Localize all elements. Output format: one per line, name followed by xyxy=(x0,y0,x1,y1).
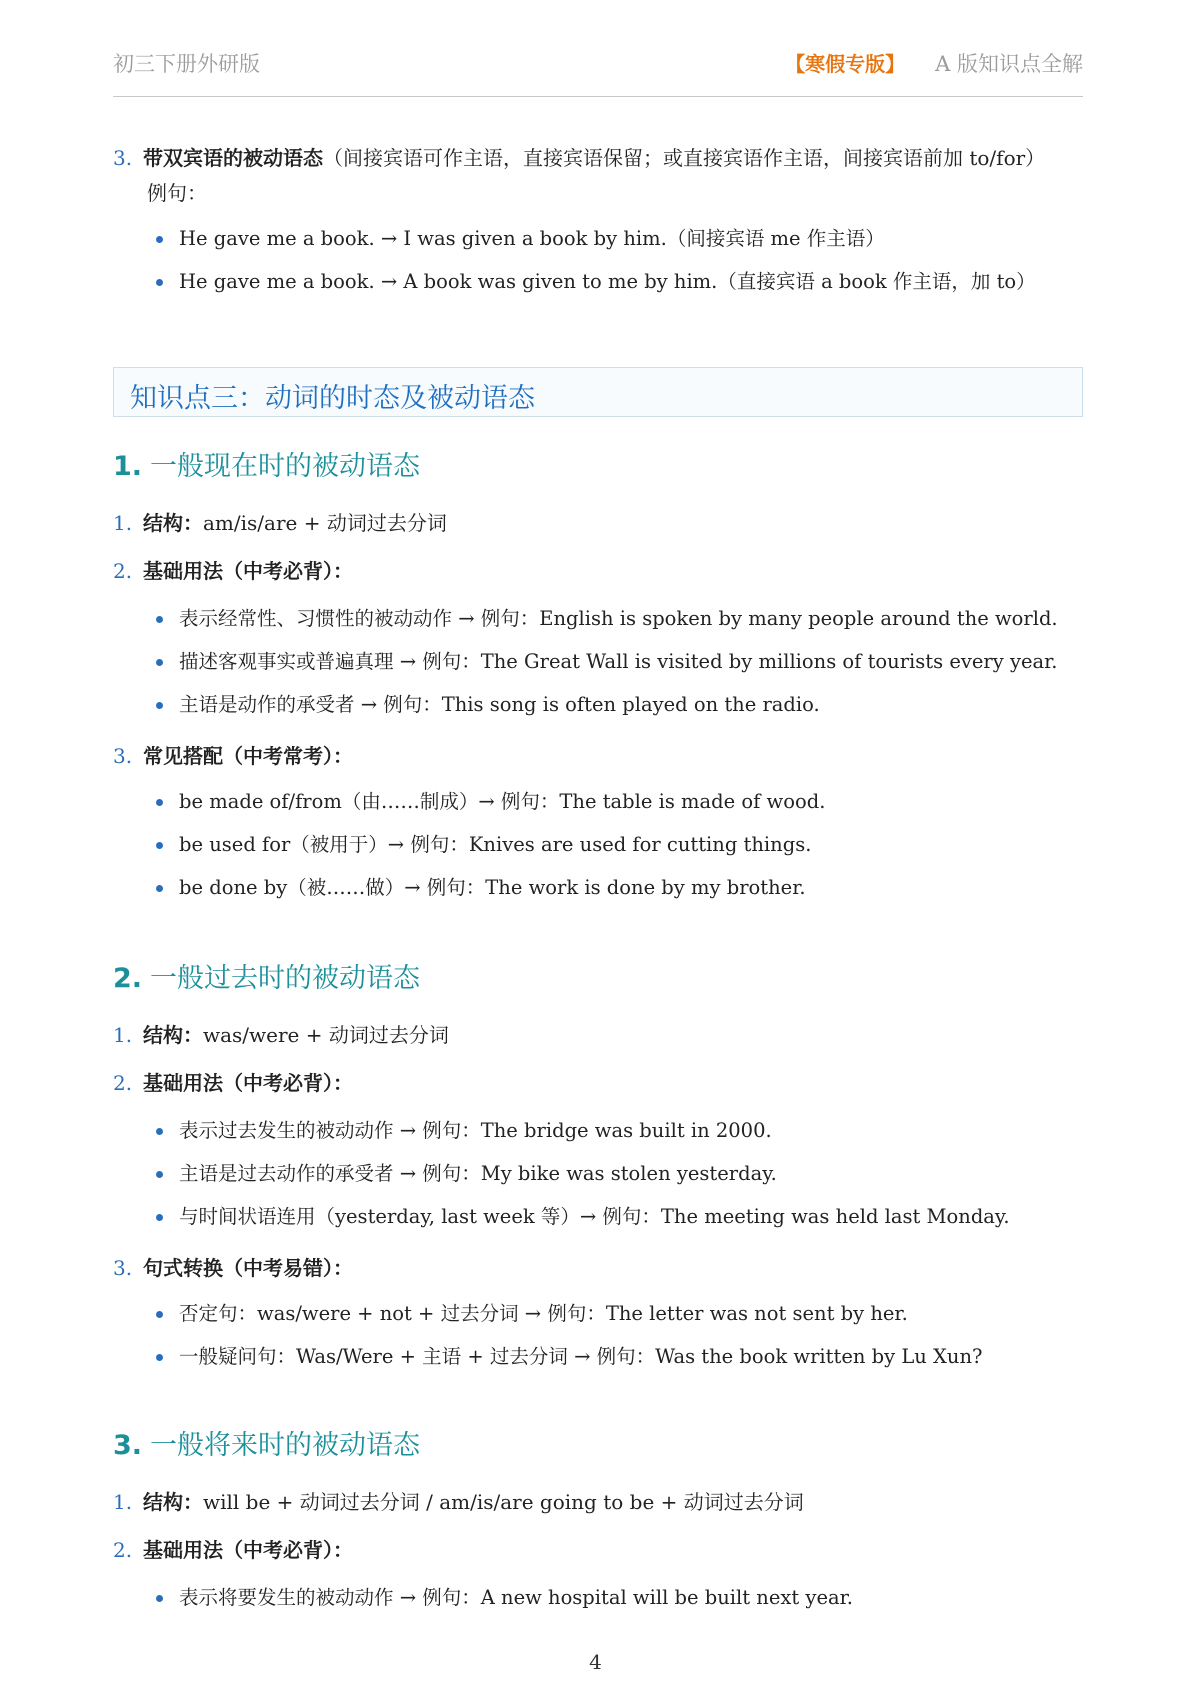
intro-desc: （间接宾语可作主语，直接宾语保留；或直接宾语作主语，间接宾语前加 to/for） xyxy=(323,146,1046,170)
bullet-icon xyxy=(156,842,163,849)
usage-line: 2. 基础用法（中考必背）： xyxy=(113,1071,353,1095)
bullet-icon xyxy=(156,885,163,892)
list-item: 表示过去发生的被动动作 → 例句：The bridge was built in 2000. xyxy=(113,1116,1083,1159)
usage-bullets xyxy=(113,604,1083,733)
structure-line: 1. 结构：will be + 动词过去分词 / am/is/are going to be + 动词过去分词 xyxy=(113,1490,804,1514)
collocation-line: 3. 常见搭配（中考常考）： xyxy=(113,744,353,768)
list-item: 表示经常性、习惯性的被动动作 → 例句：English is spoken by many people around the world. xyxy=(113,604,1083,647)
bullet-icon xyxy=(156,1214,163,1221)
header-book-title: 初三下册外研版 xyxy=(113,52,260,76)
section-heading: 3. 一般将来时的被动语态 xyxy=(113,1430,421,1461)
list-item: 一般疑问句：Was/Were + 主语 + 过去分词 → 例句：Was the book written by Lu Xun? xyxy=(113,1342,1083,1385)
bullet-icon xyxy=(156,1595,163,1602)
page-header xyxy=(113,44,1083,97)
bullet-icon xyxy=(156,1171,163,1178)
list-item: 与时间状语连用（yesterday, last week 等）→ 例句：The meeting was held last Monday. xyxy=(113,1202,1083,1245)
list-item: He gave me a book. → I was given a book by him.（间接宾语 me 作主语） xyxy=(113,224,1083,267)
list-item: be made of/from（由……制成）→ 例句：The table is made of wood. xyxy=(113,787,1083,830)
intro-section xyxy=(113,143,1083,310)
page-number: 4 xyxy=(589,1650,602,1674)
intro-title: 带双宾语的被动语态 xyxy=(143,146,323,170)
intro-num: 3. xyxy=(113,146,133,170)
list-item: be done by（被……做）→ 例句：The work is done by my brother. xyxy=(113,873,1083,916)
bullet-icon xyxy=(156,279,163,286)
header-subtitle: A 版知识点全解 xyxy=(935,52,1083,76)
list-item: 主语是过去动作的承受者 → 例句：My bike was stolen yesterday. xyxy=(113,1159,1083,1202)
usage-line: 2. 基础用法（中考必背）： xyxy=(113,1538,353,1562)
usage-bullets xyxy=(113,1583,1083,1626)
intro-label: 例句： xyxy=(147,181,207,205)
knowledge-point-box xyxy=(113,367,1083,417)
header-right xyxy=(785,48,1083,78)
bullet-icon xyxy=(156,1354,163,1361)
usage-bullets xyxy=(113,1116,1083,1245)
structure-line: 1. 结构：am/is/are + 动词过去分词 xyxy=(113,511,447,535)
section-3-body xyxy=(113,1487,1083,1626)
list-item: 主语是动作的承受者 → 例句：This song is often played on the radio. xyxy=(113,690,1083,733)
section-1-body xyxy=(113,508,1083,916)
collocation-bullets xyxy=(113,787,1083,916)
bullet-icon xyxy=(156,1128,163,1135)
list-item: 否定句：was/were + not + 过去分词 → 例句：The letter was not sent by her. xyxy=(113,1299,1083,1342)
header-edition-tag: 【寒假专版】 xyxy=(785,52,906,76)
bullet-icon xyxy=(156,659,163,666)
bullet-icon xyxy=(156,702,163,709)
structure-line: 1. 结构：was/were + 动词过去分词 xyxy=(113,1023,449,1047)
list-item: 描述客观事实或普遍真理 → 例句：The Great Wall is visited by millions of tourists every year. xyxy=(113,647,1083,690)
intro-bullets xyxy=(113,224,1083,310)
transform-bullets xyxy=(113,1299,1083,1385)
knowledge-point-title: 知识点三：动词的时态及被动语态 xyxy=(130,383,535,414)
list-item: 表示将要发生的被动动作 → 例句：A new hospital will be built next year. xyxy=(113,1583,1083,1626)
bullet-icon xyxy=(156,616,163,623)
list-item: be used for（被用于）→ 例句：Knives are used for cutting things. xyxy=(113,830,1083,873)
list-item: He gave me a book. → A book was given to me by him.（直接宾语 a book 作主语，加 to） xyxy=(113,267,1083,310)
section-heading: 2. 一般过去时的被动语态 xyxy=(113,963,421,994)
bullet-icon xyxy=(156,799,163,806)
section-2-body xyxy=(113,1020,1083,1385)
section-heading: 1. 一般现在时的被动语态 xyxy=(113,451,421,482)
transform-line: 3. 句式转换（中考易错）： xyxy=(113,1256,353,1280)
bullet-icon xyxy=(156,1311,163,1318)
intro-heading xyxy=(113,143,1083,173)
bullet-icon xyxy=(156,236,163,243)
usage-line: 2. 基础用法（中考必背）： xyxy=(113,559,353,583)
